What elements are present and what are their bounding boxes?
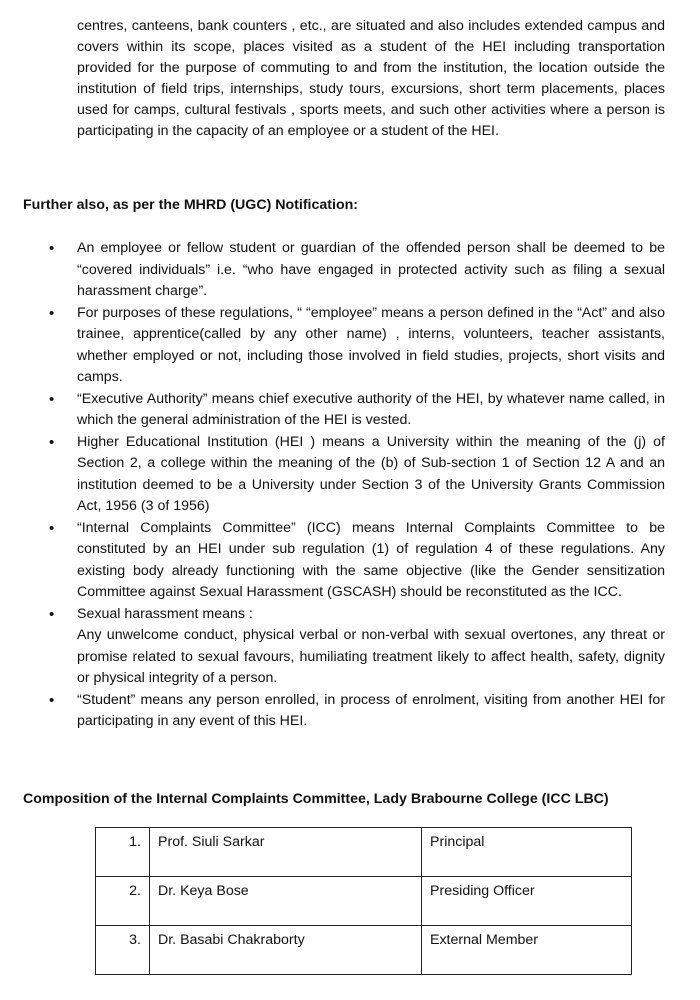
list-item: • For purposes of these regulations, “ “employee” means a person defined in the “Act” and also trainee, apprentice(called by any other name) , interns, volunteers, teacher assistants, whether employed or not, including those involved in field studies, projects, short visits and camps. [77, 303, 665, 389]
definitions-list [77, 238, 665, 733]
list-item: • “Internal Complaints Committee” (ICC) means Internal Complaints Committee to be constituted by an HEI under sub regulation (1) of regulation 4 of these regulations. Any existing body already functioning with the same objective (like the Gender sensitization Committee against Sexual Harassment (GSCASH) should be reconstituted as the ICC. [77, 518, 665, 604]
committee-table [95, 827, 632, 975]
table-row [96, 828, 632, 877]
table-row [96, 926, 632, 975]
member-number: 2. [96, 877, 150, 926]
member-name: Dr. Basabi Chakraborty [150, 926, 422, 975]
member-number: 3. [96, 926, 150, 975]
intro-paragraph: centres, canteens, bank counters , etc., are situated and also includes extended campus and covers within its scope, places visited as a student of the HEI including transportation provided for the purpose of commuting to and from the institution, the location outside the institution of field trips, internships, study tours, excursions, short term placements, places used for camps, cultural festivals , sports meets, and such other activities where a person is participating in the capacity of an employee or a student of the HEI. [77, 18, 665, 139]
member-role: External Member [422, 926, 632, 975]
list-item: • Higher Educational Institution (HEI ) means a University within the meaning of the (j) of Section 2, a college within the meaning of the (b) of Sub-section 1 of Section 12 A and an institution deemed to be a University under Section 3 of the University Grants Commission Act, 1956 (3 of 1956) [77, 432, 665, 518]
list-item: • “Student” means any person enrolled, in process of enrolment, visiting from another HEI for participating in any event of this HEI. [77, 690, 665, 733]
table-row [96, 877, 632, 926]
list-item: • Sexual harassment means : Any unwelcome conduct, physical verbal or non-verbal with sexual overtones, any threat or promise related to sexual favours, humiliating treatment likely to affect health, safety, dignity or physical integrity of a person. [77, 604, 665, 690]
composition-heading: Composition of the Internal Complaints Committee, Lady Brabourne College (ICC LBC) [23, 791, 609, 807]
member-role: Presiding Officer [422, 877, 632, 926]
member-name: Prof. Siuli Sarkar [150, 828, 422, 877]
sexual-harassment-definition: Any unwelcome conduct, physical verbal or non-verbal with sexual overtones, any threat or promise related to sexual favours, humiliating treatment likely to affect health, safety, dignity or physical integrity of a person. [77, 627, 665, 686]
list-item: • An employee or fellow student or guardian of the offended person shall be deemed to be “covered individuals” i.e. “who have engaged in protected activity such as filing a sexual harassment charge”. [77, 238, 665, 303]
notification-heading: Further also, as per the MHRD (UGC) Notification: [23, 197, 358, 213]
list-item: • “Executive Authority” means chief executive authority of the HEI, by whatever name called, in which the general administration of the HEI is vested. [77, 389, 665, 432]
member-role: Principal [422, 828, 632, 877]
member-number: 1. [96, 828, 150, 877]
member-name: Dr. Keya Bose [150, 877, 422, 926]
